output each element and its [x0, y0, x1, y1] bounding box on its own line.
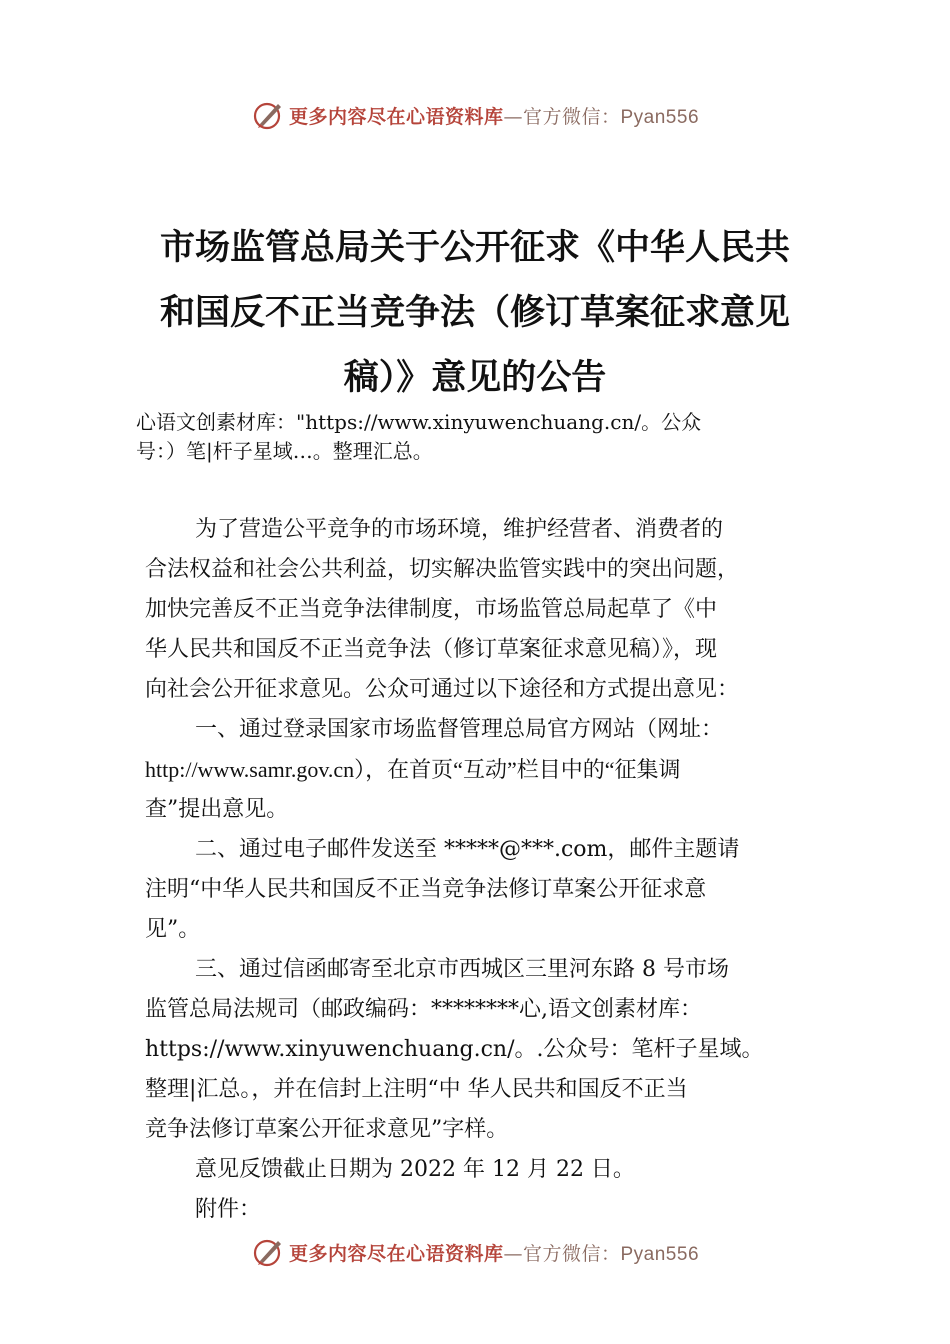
banner-wechat-id: Pyan556 — [620, 1243, 700, 1265]
document-title — [140, 215, 810, 410]
banner-wechat-id: Pyan556 — [620, 106, 700, 128]
body-line: http://www.samr.gov.cn），在首页“互动”栏目中的“征集调 — [145, 757, 681, 782]
source-note — [136, 408, 836, 466]
body-line: 加快完善反不正当竞争法律制度，市场监管总局起草了《中 — [145, 597, 718, 622]
body-line: 整理|汇总。，并在信封上注明“中 华人民共和国反不正当 — [145, 1077, 688, 1102]
banner-separator: — — [503, 105, 523, 128]
body-line: 华人民共和国反不正当竞争法（修订草案征求意见稿）》，现 — [145, 637, 718, 662]
body-line: 附件： — [195, 1197, 262, 1222]
footer-banner — [0, 1232, 950, 1272]
body-line: 查”提出意见。 — [145, 797, 289, 822]
banner-text — [289, 102, 699, 129]
source-line-1: 心语文创素材库："https://www.xinyuwenchuang.cn/。公众 — [136, 410, 702, 434]
header-banner — [0, 95, 950, 135]
banner-wechat-prefix: 官方微信： — [522, 1242, 621, 1265]
banner-label: 更多内容尽在心语资料库 — [288, 1242, 504, 1265]
body-line: 为了营造公平竞争的市场环境，维护经营者、消费者的 — [195, 517, 724, 542]
banner-label: 更多内容尽在心语资料库 — [288, 105, 504, 128]
pen-logo-icon — [251, 1235, 285, 1269]
banner-wechat-prefix: 官方微信： — [522, 105, 621, 128]
title-line-2: 和国反不正当竞争法（修订草案征求意见 — [159, 292, 790, 333]
body-line: 注明“中华人民共和国反不正当竞争法修订草案公开征求意 — [145, 877, 707, 902]
body-line: 监管总局法规司（邮政编码：********心,语文创素材库： — [145, 997, 702, 1022]
document-body — [145, 510, 825, 1230]
body-line: 三、通过信函邮寄至北京市西城区三里河东路 8 号市场 — [195, 957, 729, 982]
pen-logo-icon — [251, 98, 285, 132]
body-line: 意见反馈截止日期为 2022 年 12 月 22 日。 — [195, 1157, 635, 1182]
banner-text — [289, 1239, 699, 1266]
body-line: 向社会公开征求意见。公众可通过以下途径和方式提出意见： — [145, 677, 740, 702]
body-line: 竞争法修订草案公开征求意见”字样。 — [145, 1117, 509, 1142]
title-line-1: 市场监管总局关于公开征求《中华人民共 — [159, 227, 790, 268]
body-line: 合法权益和社会公共利益，切实解决监管实践中的突出问题， — [145, 557, 740, 582]
body-line: 二、通过电子邮件发送至 *****@***.com，邮件主题请 — [195, 837, 740, 862]
body-line: 一、通过登录国家市场监督管理总局官方网站（网址： — [195, 717, 724, 742]
banner-separator: — — [503, 1242, 523, 1265]
body-line: 见”。 — [145, 917, 201, 942]
source-line-2: 号：）笔|杆子星域…。整理汇总。 — [136, 439, 433, 463]
title-line-3: 稿）》意见的公告 — [343, 357, 607, 398]
body-line: https://www.xinyuwenchuang.cn/。.公众号：笔杆子星域。 — [145, 1037, 764, 1062]
